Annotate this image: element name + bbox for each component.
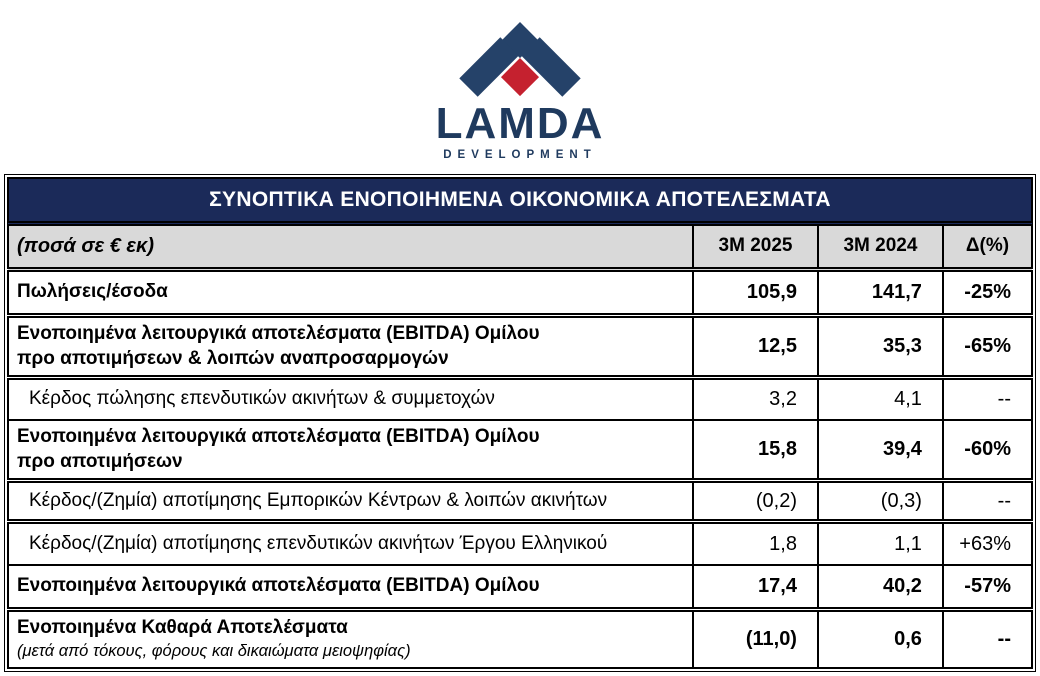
results-table-container [4,174,1036,672]
value-delta-pct: -25% [943,270,1032,316]
row-label-cell [8,481,693,522]
lamda-logo [0,0,1040,162]
table-row [8,610,1032,668]
row-label-cell [8,610,693,668]
value-delta-pct: -65% [943,316,1032,378]
value-3m-2025: (0,2) [693,481,818,522]
value-3m-2024: 40,2 [818,565,943,610]
column-header-delta-pct: Δ(%) [943,226,1032,270]
unit-label: (ποσά σε € εκ) [8,226,693,270]
value-3m-2024: 1,1 [818,522,943,565]
value-3m-2024: 4,1 [818,378,943,420]
value-3m-2025: 15,8 [693,420,818,481]
row-label-cell [8,420,693,481]
logo-subtitle-text: DEVELOPMENT [443,149,597,161]
value-delta-pct: -60% [943,420,1032,481]
row-label: Πωλήσεις/έσοδα [17,281,168,303]
table-row [8,378,1032,420]
row-sublabel: προ αποτιμήσεων [17,450,183,472]
row-label: Ενοποιημένα Καθαρά Αποτελέσματα [17,617,348,639]
row-label-cell [8,378,693,420]
financial-results-table [7,226,1033,669]
row-sublabel: (μετά από τόκους, φόρους και δικαιώματα μειοψηφίας) [17,642,411,661]
row-label: Ενοποιημένα λειτουργικά αποτελέσματα (EBITDA) Ομίλου [17,323,540,344]
column-header-3m-2025: 3M 2025 [693,226,818,270]
table-header-row [8,226,1032,270]
row-label: Κέρδος/(Ζημία) αποτίμησης επενδυτικών ακινήτων Έργου Ελληνικού [29,532,608,554]
lamda-diamond-logo-icon [445,20,595,100]
row-label: Κέρδος πώλησης επενδυτικών ακινήτων & συμμετοχών [29,388,495,410]
value-3m-2024: 35,3 [818,316,943,378]
row-label: Ενοποιημένα λειτουργικά αποτελέσματα (EBITDA) Ομίλου [17,575,540,597]
table-row [8,316,1032,378]
value-delta-pct: +63% [943,522,1032,565]
row-label-cell [8,270,693,316]
table-row [8,565,1032,610]
row-label: Ενοποιημένα λειτουργικά αποτελέσματα (EBITDA) Ομίλου [17,425,540,447]
value-3m-2024: 141,7 [818,270,943,316]
value-3m-2025: 12,5 [693,316,818,378]
value-3m-2025: 105,9 [693,270,818,316]
value-3m-2024: (0,3) [818,481,943,522]
table-row [8,420,1032,481]
value-3m-2024: 39,4 [818,420,943,481]
value-3m-2025: 17,4 [693,565,818,610]
value-delta-pct: -- [943,481,1032,522]
value-3m-2024: 0,6 [818,610,943,668]
value-delta-pct: -57% [943,565,1032,610]
row-label: Κέρδος/(Ζημία) αποτίμησης Εμπορικών Κέντρων & λοιπών ακινήτων [29,489,608,511]
column-header-3m-2024: 3M 2024 [818,226,943,270]
value-3m-2025: 3,2 [693,378,818,420]
value-delta-pct: -- [943,378,1032,420]
value-delta-pct: -- [943,610,1032,668]
row-label-cell [8,522,693,565]
row-sublabel: προ αποτιμήσεων & λοιπών αναπροσαρμογών [17,347,449,369]
table-row [8,522,1032,565]
row-label-cell [8,565,693,610]
logo-brand-text: LAMDA [435,99,605,148]
table-row [8,270,1032,316]
table-row [8,481,1032,522]
value-3m-2025: (11,0) [693,610,818,668]
value-3m-2025: 1,8 [693,522,818,565]
table-title-bar: ΣΥΝΟΠΤΙΚΑ ΕΝΟΠΟΙΗΜΕΝΑ ΟΙΚΟΝΟΜΙΚΑ ΑΠΟΤΕΛΕΣΜΑΤΑ [7,177,1033,226]
row-label-cell [8,316,693,378]
